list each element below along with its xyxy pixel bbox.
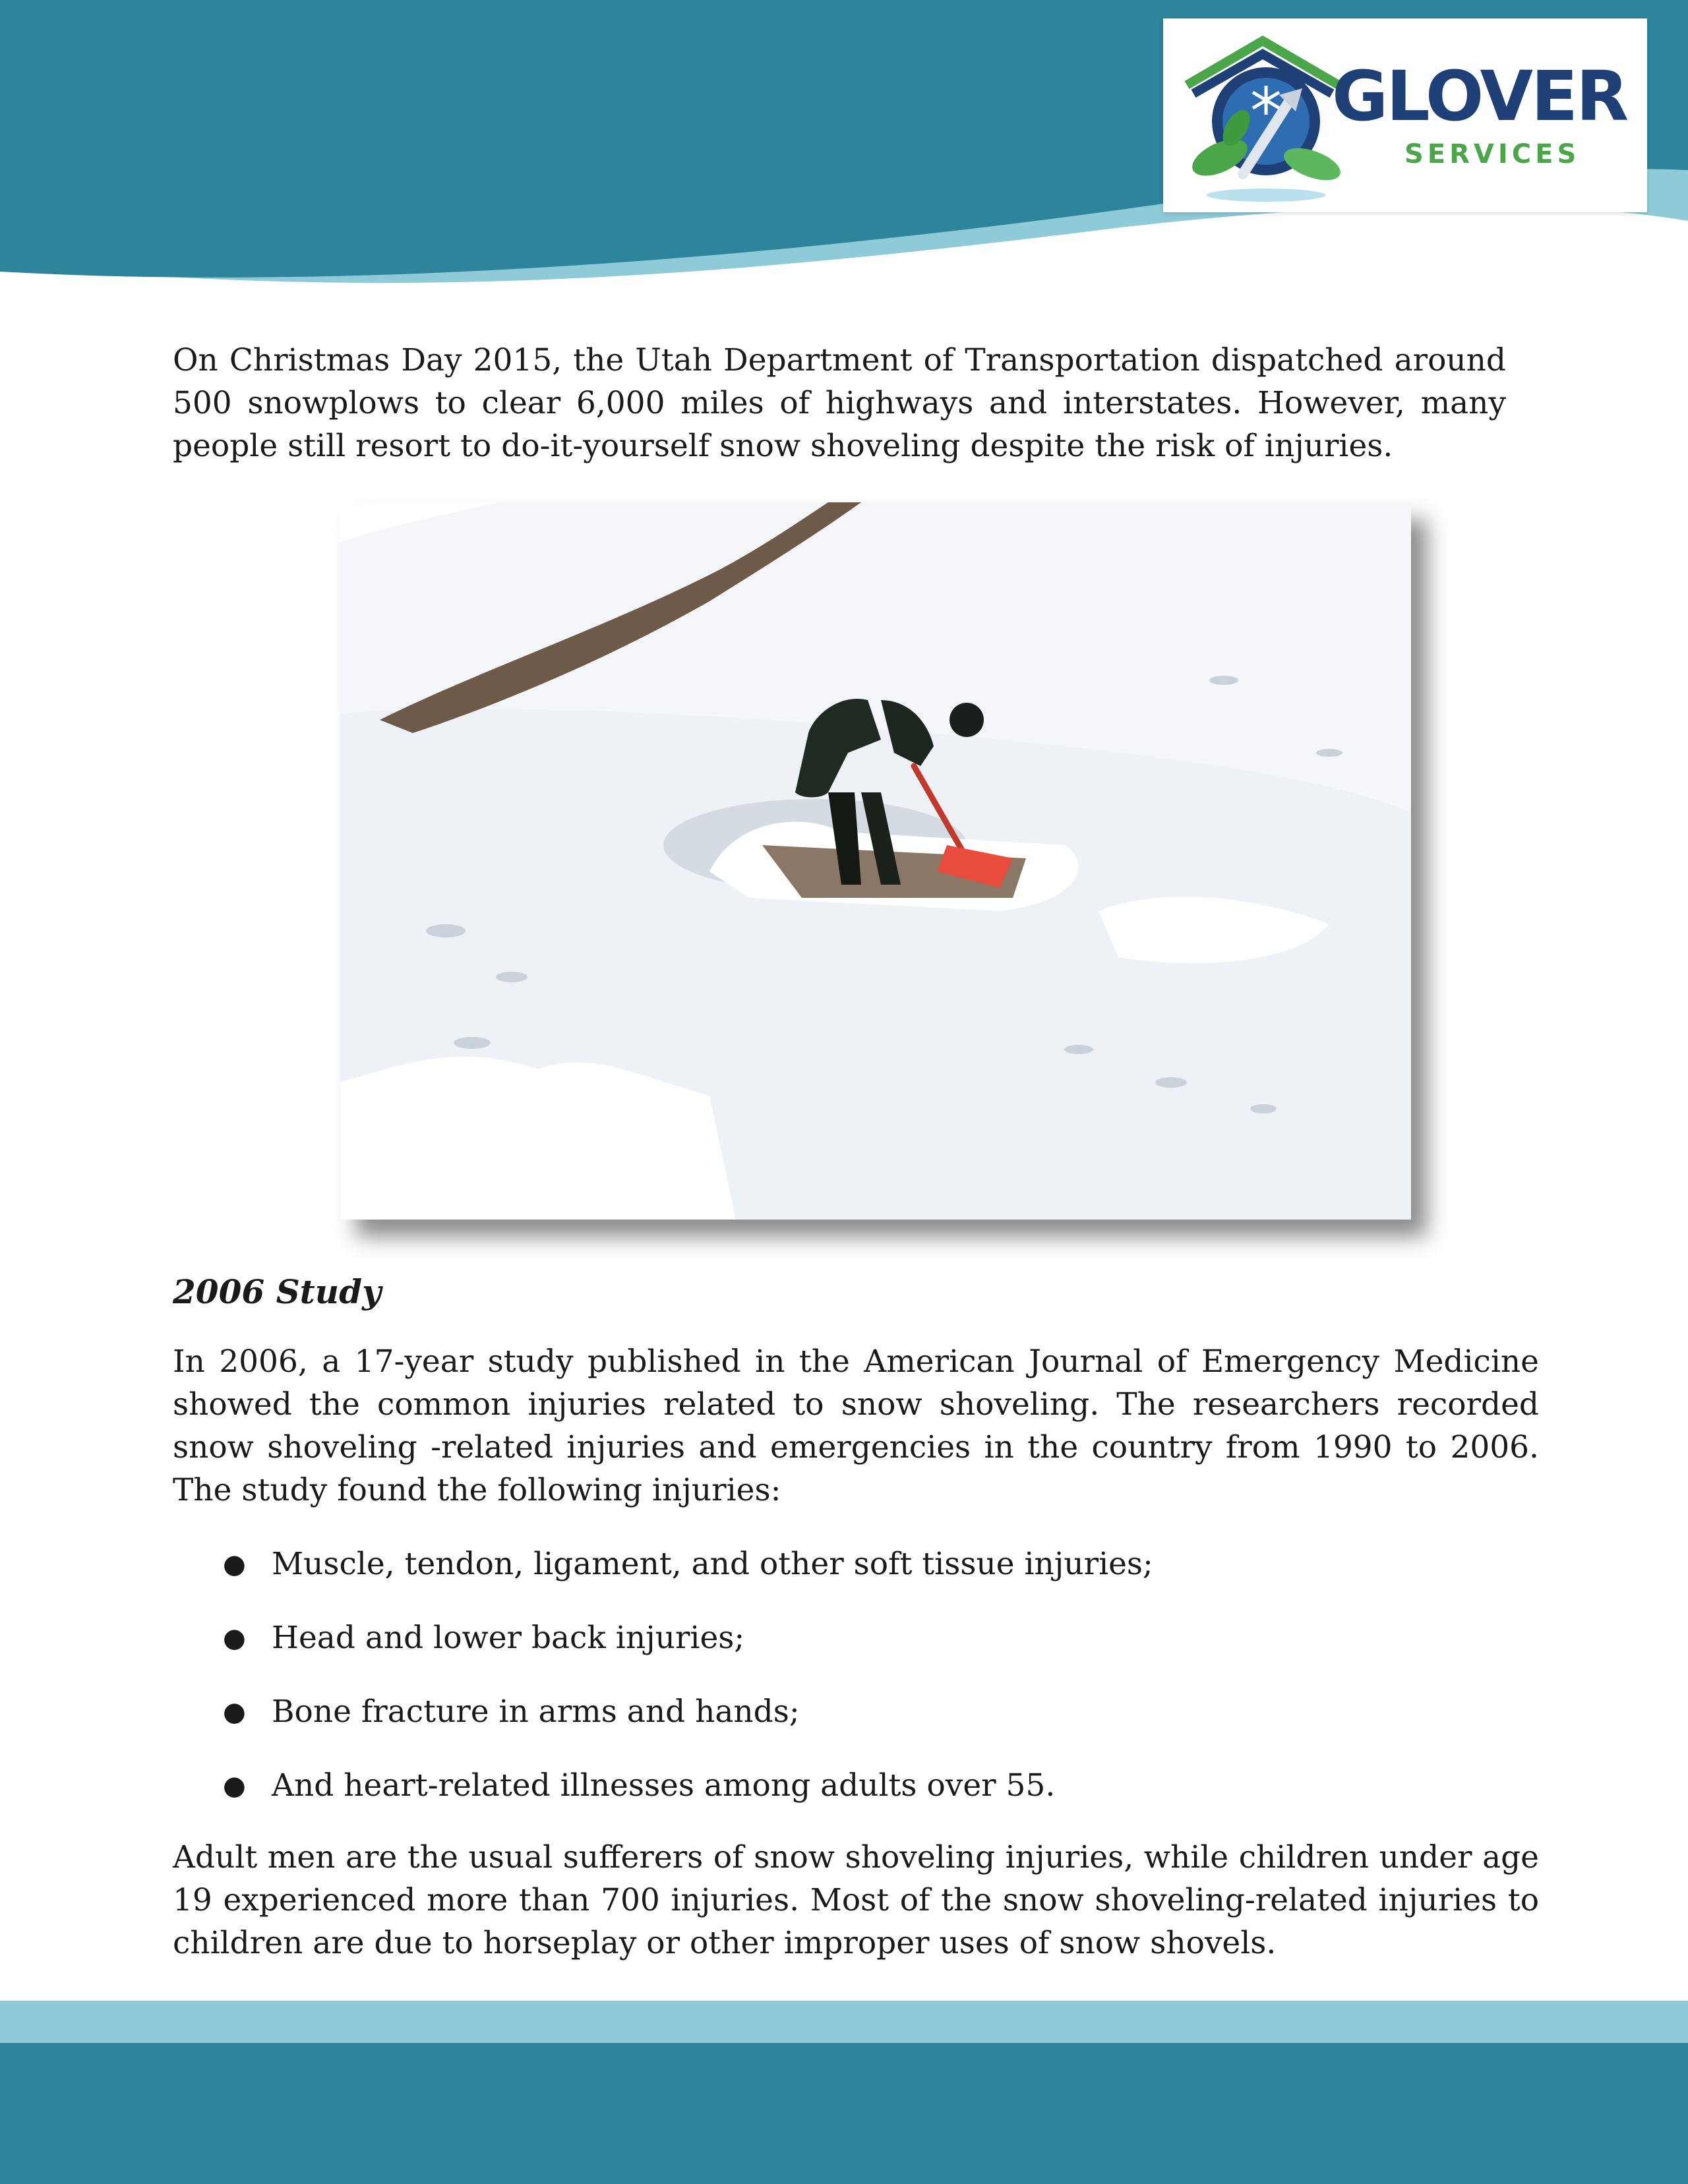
closing-paragraph: Adult men are the usual sufferers of snow shoveling injuries, while children under age 19 experienced more than 700 injuries. Most of the snow shoveling-related injuries to children are due to horseplay or other improper uses of snow shovels. [173, 1839, 1539, 1961]
list-item-text: Muscle, tendon, ligament, and other soft tissue injuries; [272, 1546, 1153, 1582]
bullet-icon: ● [223, 1697, 246, 1727]
snow-shoveling-photo [340, 502, 1411, 1220]
house-emblem-icon [1174, 22, 1352, 208]
study-paragraph: In 2006, a 17-year study published in the American Journal of Emergency Medicine showed the common injuries related to snow shoveling. The researchers recorded snow shoveling -related injuries and emergencies in the country from 1990 to 2006. The study found the following injuries: [173, 1343, 1539, 1508]
injury-list [173, 1543, 1539, 1838]
bullet-icon: ● [223, 1771, 246, 1801]
list-item [173, 1616, 1539, 1690]
study-section [173, 1340, 1539, 1512]
bullet-icon: ● [223, 1549, 246, 1579]
list-item [173, 1543, 1539, 1616]
logo-tagline: SERVICES [1404, 139, 1581, 169]
bullet-icon: ● [223, 1623, 246, 1653]
footer-band-dark [0, 2043, 1688, 2184]
list-item [173, 1690, 1539, 1764]
list-item-text: Head and lower back injuries; [272, 1620, 745, 1656]
intro-paragraph: On Christmas Day 2015, the Utah Department of Transportation dispatched around 500 snowplows to clear 6,000 miles of highways and interstates. However, many people still resort to do-it-yourself snow shoveling despite the risk of injuries. [173, 342, 1506, 464]
footer-band-light [0, 2001, 1688, 2043]
section-heading: 2006 Study [173, 1272, 382, 1311]
list-item [173, 1764, 1539, 1838]
list-item-text: And heart-related illnesses among adults over 55. [272, 1767, 1056, 1804]
intro-section [173, 339, 1506, 467]
closing-section [173, 1836, 1539, 1964]
logo-name: GLOVER [1332, 56, 1627, 136]
company-logo[interactable] [1163, 18, 1647, 212]
list-item-text: Bone fracture in arms and hands; [272, 1694, 800, 1730]
photo-illustration [340, 502, 1411, 1220]
